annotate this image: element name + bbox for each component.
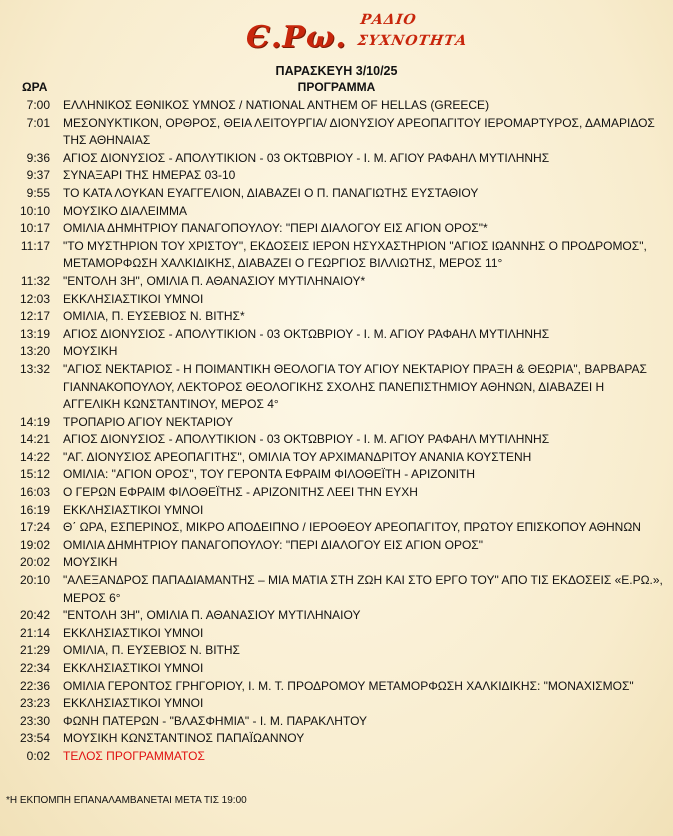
- schedule-row: [0, 220, 673, 238]
- schedule-program: ΦΩΝΗ ΠΑΤΕΡΩΝ - "ΒΛΑΣΦΗΜΙΑ" - Ι. Μ. ΠΑΡΑΚΛΗΤΟΥ: [63, 713, 368, 728]
- schedule-time: 16:19: [19, 502, 50, 517]
- schedule-row: [0, 326, 673, 344]
- schedule-row: [0, 449, 673, 467]
- schedule-time: 15:12: [19, 467, 50, 482]
- schedule-program: ΤΟ ΚΑΤΑ ΛΟΥΚΑΝ ΕΥΑΓΓΕΛΙΟΝ, ΔΙΑΒΑΖΕΙ Ο Π. ΠΑΝΑΓΙΩΤΗΣ ΕΥΣΤΑΘΙΟΥ: [63, 185, 479, 200]
- schedule-time: 11:32: [20, 273, 50, 288]
- schedule-time: 9:37: [26, 168, 50, 183]
- schedule-time: 13:32: [19, 361, 50, 376]
- schedule-time: 12:03: [19, 291, 50, 306]
- schedule-time: 17:24: [19, 520, 50, 535]
- logo-line-1: ΡΑΔΙΟ: [359, 12, 418, 28]
- page-title: ΠΑΡΑΣΚΕΥΗ 3/10/25: [275, 64, 398, 78]
- schedule-row: [0, 203, 673, 221]
- schedule-row: [0, 414, 673, 432]
- schedule-time: 11:17: [20, 238, 50, 253]
- schedule-row: [0, 695, 673, 713]
- schedule-row: [0, 748, 673, 766]
- schedule-time: 23:23: [19, 696, 50, 711]
- schedule-time: 20:42: [19, 608, 50, 623]
- schedule-time: 19:02: [19, 537, 50, 552]
- schedule-row: [0, 466, 673, 484]
- schedule-time: 22:36: [19, 678, 50, 693]
- schedule-time: 0:02: [26, 748, 50, 763]
- schedule-row: [0, 502, 673, 520]
- schedule-time: 7:00: [26, 98, 50, 112]
- logo-text: [356, 10, 472, 52]
- schedule-program: ΟΜΙΛΙΑ: "ΑΓΙΟΝ ΟΡΟΣ", ΤΟΥ ΓΕΡΟΝΤΑ ΕΦΡΑΙΜ ΦΙΛΟΘΕΪΤΗ - ΑΡΙΖΟΝΙΤΗ: [63, 467, 475, 482]
- schedule-program: ΣΥΝΑΞΑΡΙ ΤΗΣ ΗΜΕΡΑΣ 03-10: [63, 168, 236, 183]
- schedule-program: ΕΚΚΛΗΣΙΑΣΤΙΚΟΙ ΥΜΝΟΙ: [63, 661, 204, 675]
- schedule-row: [0, 308, 673, 326]
- schedule-time: 14:21: [19, 432, 50, 447]
- schedule-row: [0, 150, 673, 168]
- schedule-time: 21:29: [19, 643, 50, 658]
- logo-line-2: ΣΥΧΝΟΤΗΤΑ: [356, 33, 469, 49]
- schedule-program: ΕΚΚΛΗΣΙΑΣΤΙΚΟΙ ΥΜΝΟΙ: [63, 625, 204, 640]
- schedule-program: "ΕΝΤΟΛΗ 3Η", ΟΜΙΛΙΑ Π. ΑΘΑΝΑΣΙΟΥ ΜΥΤΙΛΗΝΑΙΟΥ: [63, 608, 361, 623]
- schedule-row: [0, 625, 673, 643]
- schedule-program: ΕΛΛΗΝΙΚΟΣ ΕΘΝΙΚΟΣ ΥΜΝΟΣ / NATIONAL ANTHEM OF HELLAS (GREECE): [63, 98, 490, 112]
- schedule-row: [0, 167, 673, 185]
- schedule-time: 23:54: [19, 731, 50, 746]
- column-header-program: ΠΡΟΓΡΑΜΜΑ: [297, 80, 376, 94]
- schedule-time: 16:03: [19, 485, 50, 500]
- schedule-program: ΟΜΙΛΙΑ ΓΕΡΟΝΤΟΣ ΓΡΗΓΟΡΙΟΥ, Ι. Μ. Τ. ΠΡΟΔΡΟΜΟΥ ΜΕΤΑΜΟΡΦΩΣΗ ΧΑΛΚΙΔΙΚΗΣ: "ΜΟΝΑΧΙΣΜΟΣ": [63, 678, 634, 693]
- schedule-program: ΜΟΥΣΙΚΟ ΔΙΑΛΕΙΜΜΑ: [63, 203, 188, 218]
- schedule-time: 7:01: [26, 115, 50, 130]
- schedule-row: [0, 713, 673, 731]
- schedule-row: [0, 343, 673, 361]
- schedule-program: ΕΚΚΛΗΣΙΑΣΤΙΚΟΙ ΥΜΝΟΙ: [63, 502, 204, 517]
- schedule-row: [0, 642, 673, 660]
- schedule-program: "ΤΟ ΜΥΣΤΗΡΙΟΝ ΤΟΥ ΧΡΙΣΤΟΥ", ΕΚΔΟΣΕΙΣ ΙΕΡΟΝ ΗΣΥΧΑΣΤΗΡΙΟΝ "ΑΓΙΟΣ ΙΩΑΝΝΗΣ Ο ΠΡΟΔΡΟΜΟΣ", ΜΕΤΑΜΟΡΦΩΣΗ ΧΑΛΚΙΔΙΚΗΣ, ΔΙΑΒΑΖΕΙ Ο ΓΕΩΡΓΙΟΣ ΒΙΛΛΙΩΤΗΣ, ΜΕΡΟΣ 11°: [63, 238, 647, 271]
- schedule-row: [0, 185, 673, 203]
- schedule-program: ΑΓΙΟΣ ΔΙΟΝΥΣΙΟΣ - ΑΠΟΛΥΤΙΚΙΟΝ - 03 ΟΚΤΩΒΡΙΟΥ - Ι. Μ. ΑΓΙΟΥ ΡΑΦΑΗΛ ΜΥΤΙΛΗΝΗΣ: [63, 432, 550, 447]
- column-header-time: ΩΡΑ: [22, 80, 48, 94]
- schedule-program: ΟΜΙΛΙΑ, Π. ΕΥΣΕΒΙΟΣ Ν. ΒΙΤΗΣ: [63, 643, 240, 658]
- schedule-time: 9:36: [26, 150, 50, 165]
- schedule-program: Θ΄ ΩΡΑ, ΕΣΠΕΡΙΝΟΣ, ΜΙΚΡΟ ΑΠΟΔΕΙΠΝΟ / ΙΕΡΟΘΕΟΥ ΑΡΕΟΠΑΓΙΤΟΥ, ΠΡΩΤΟΥ ΕΠΙΣΚΟΠΟΥ ΑΘΗΝΩΝ: [63, 520, 641, 535]
- schedule-row: [0, 660, 673, 678]
- schedule-program: ΤΕΛΟΣ ΠΡΟΓΡΑΜΜΑΤΟΣ: [63, 748, 205, 763]
- schedule-program: ΜΕΣΟΝΥΚΤΙΚΟΝ, ΟΡΘΡΟΣ, ΘΕΙΑ ΛΕΙΤΟΥΡΓΙΑ/ ΔΙΟΝΥΣΙΟΥ ΑΡΕΟΠΑΓΙΤΟΥ ΙΕΡΟΜΑΡΤΥΡΟΣ, ΔΑΜΑΡΙΔΟΣ ΤΗΣ ΑΘΗΝΑΙΑΣ: [63, 115, 655, 148]
- schedule-program: ΜΟΥΣΙΚΗ ΚΩΝΣΤΑΝΤΙΝΟΣ ΠΑΠΑΪΩΑΝΝΟΥ: [63, 731, 305, 746]
- schedule-list: [0, 97, 673, 766]
- schedule-program: ΤΡΟΠΑΡΙΟ ΑΓΙΟΥ ΝΕΚΤΑΡΙΟΥ: [63, 414, 234, 429]
- schedule-row: [0, 97, 673, 115]
- schedule-program: Ο ΓΕΡΩΝ ΕΦΡΑΙΜ ΦΙΛΟΘΕΪΤΗΣ - ΑΡΙΖΟΝΙΤΗΣ ΛΕΕΙ ΤΗΝ ΕΥΧΗ: [63, 485, 418, 500]
- schedule-program: ΕΚΚΛΗΣΙΑΣΤΙΚΟΙ ΥΜΝΟΙ: [63, 291, 204, 306]
- schedule-row: [0, 537, 673, 555]
- schedule-row: [0, 554, 673, 572]
- schedule-time: 22:34: [19, 661, 50, 675]
- schedule-row: [0, 519, 673, 537]
- schedule-row: [0, 431, 673, 449]
- schedule-time: 14:19: [19, 414, 50, 429]
- schedule-program: ΜΟΥΣΙΚΗ: [63, 344, 118, 359]
- schedule-program: "ΑΓΙΟΣ ΝΕΚΤΑΡΙΟΣ - Η ΠΟΙΜΑΝΤΙΚΗ ΘΕΟΛΟΓΙΑ ΤΟΥ ΑΓΙΟΥ ΝΕΚΤΑΡΙΟΥ ΠΡΑΞΗ & ΘΕΩΡΙΑ", ΒΑΡΒΑΡΑΣ ΓΙΑΝΝΑΚΟΠΟΥΛΟΥ, ΛΕΚΤΟΡΟΣ ΘΕΟΛΟΓΙΚΗΣ ΣΧΟΛΗΣ ΠΑΝΕΠΙΣΤΗΜΙΟΥ ΑΘΗΝΩΝ, ΔΙΑΒΑΖΕΙ Η ΑΓΓΕΛΙΚΗ ΚΩΝΣΤΑΝΤΙΝΟΥ, ΜΕΡΟΣ 4°: [63, 361, 647, 412]
- schedule-row: [0, 678, 673, 696]
- logo-mark: Є.Ρω.: [246, 20, 347, 55]
- schedule-program: ΑΓΙΟΣ ΔΙΟΝΥΣΙΟΣ - ΑΠΟΛΥΤΙΚΙΟΝ - 03 ΟΚΤΩΒΡΙΟΥ - Ι. Μ. ΑΓΙΟΥ ΡΑΦΑΗΛ ΜΥΤΙΛΗΝΗΣ: [63, 150, 550, 165]
- schedule-time: 10:10: [19, 203, 50, 218]
- schedule-row: [0, 572, 673, 607]
- schedule-program: "ΕΝΤΟΛΗ 3Η", ΟΜΙΛΙΑ Π. ΑΘΑΝΑΣΙΟΥ ΜΥΤΙΛΗΝΑΙΟΥ*: [63, 273, 366, 288]
- schedule-program: "ΑΓ. ΔΙΟΝΥΣΙΟΣ ΑΡΕΟΠΑΓΙΤΗΣ", ΟΜΙΛΙΑ ΤΟΥ ΑΡΧΙΜΑΝΔΡΙΤΟΥ ΑΝΑΝΙΑ ΚΟΥΣΤΕΝΗ: [63, 449, 532, 464]
- schedule-program: ΟΜΙΛΙΑ ΔΗΜΗΤΡΙΟΥ ΠΑΝΑΓΟΠΟΥΛΟΥ: "ΠΕΡΙ ΔΙΑΛΟΓΟΥ ΕΙΣ ΑΓΙΟΝ ΟΡΟΣ"*: [63, 221, 488, 236]
- station-logo: [246, 10, 469, 60]
- schedule-time: 12:17: [19, 309, 50, 324]
- schedule-time: 23:30: [19, 713, 50, 728]
- schedule-row: [0, 607, 673, 625]
- schedule-time: 10:17: [19, 221, 50, 236]
- schedule-program: "ΑΛΕΞΑΝΔΡΟΣ ΠΑΠΑΔΙΑΜΑΝΤΗΣ – ΜΙΑ ΜΑΤΙΑ ΣΤΗ ΖΩΗ ΚΑΙ ΣΤΟ ΕΡΓΟ ΤΟΥ" ΑΠΟ ΤΙΣ ΕΚΔΟΣΕΙΣ «Ε.ΡΩ.», ΜΕΡΟΣ 6°: [63, 573, 663, 605]
- schedule-row: [0, 291, 673, 309]
- schedule-program: ΟΜΙΛΙΑ, Π. ΕΥΣΕΒΙΟΣ Ν. ΒΙΤΗΣ*: [63, 309, 245, 324]
- footnote: *Η ΕΚΠΟΜΠΗ ΕΠΑΝΑΛΑΜΒΑΝΕΤΑΙ ΜΕΤΑ ΤΙΣ 19:00: [6, 795, 247, 806]
- schedule-time: 14:22: [19, 449, 50, 464]
- schedule-row: [0, 273, 673, 291]
- schedule-time: 13:19: [19, 326, 50, 341]
- schedule-time: 20:10: [19, 573, 50, 588]
- schedule-row: [0, 115, 673, 150]
- schedule-time: 20:02: [19, 555, 50, 570]
- schedule-program: ΜΟΥΣΙΚΗ: [63, 555, 118, 570]
- schedule-row: [0, 238, 673, 273]
- schedule-program: ΕΚΚΛΗΣΙΑΣΤΙΚΟΙ ΥΜΝΟΙ: [63, 696, 204, 711]
- schedule-time: 9:55: [26, 185, 50, 200]
- schedule-row: [0, 361, 673, 414]
- schedule-program: ΟΜΙΛΙΑ ΔΗΜΗΤΡΙΟΥ ΠΑΝΑΓΟΠΟΥΛΟΥ: "ΠΕΡΙ ΔΙΑΛΟΓΟΥ ΕΙΣ ΑΓΙΟΝ ΟΡΟΣ": [63, 537, 483, 552]
- schedule-program: ΑΓΙΟΣ ΔΙΟΝΥΣΙΟΣ - ΑΠΟΛΥΤΙΚΙΟΝ - 03 ΟΚΤΩΒΡΙΟΥ - Ι. Μ. ΑΓΙΟΥ ΡΑΦΑΗΛ ΜΥΤΙΛΗΝΗΣ: [63, 326, 550, 341]
- schedule-time: 13:20: [19, 344, 50, 359]
- schedule-time: 21:14: [19, 625, 50, 640]
- schedule-row: [0, 484, 673, 502]
- schedule-row: [0, 730, 673, 748]
